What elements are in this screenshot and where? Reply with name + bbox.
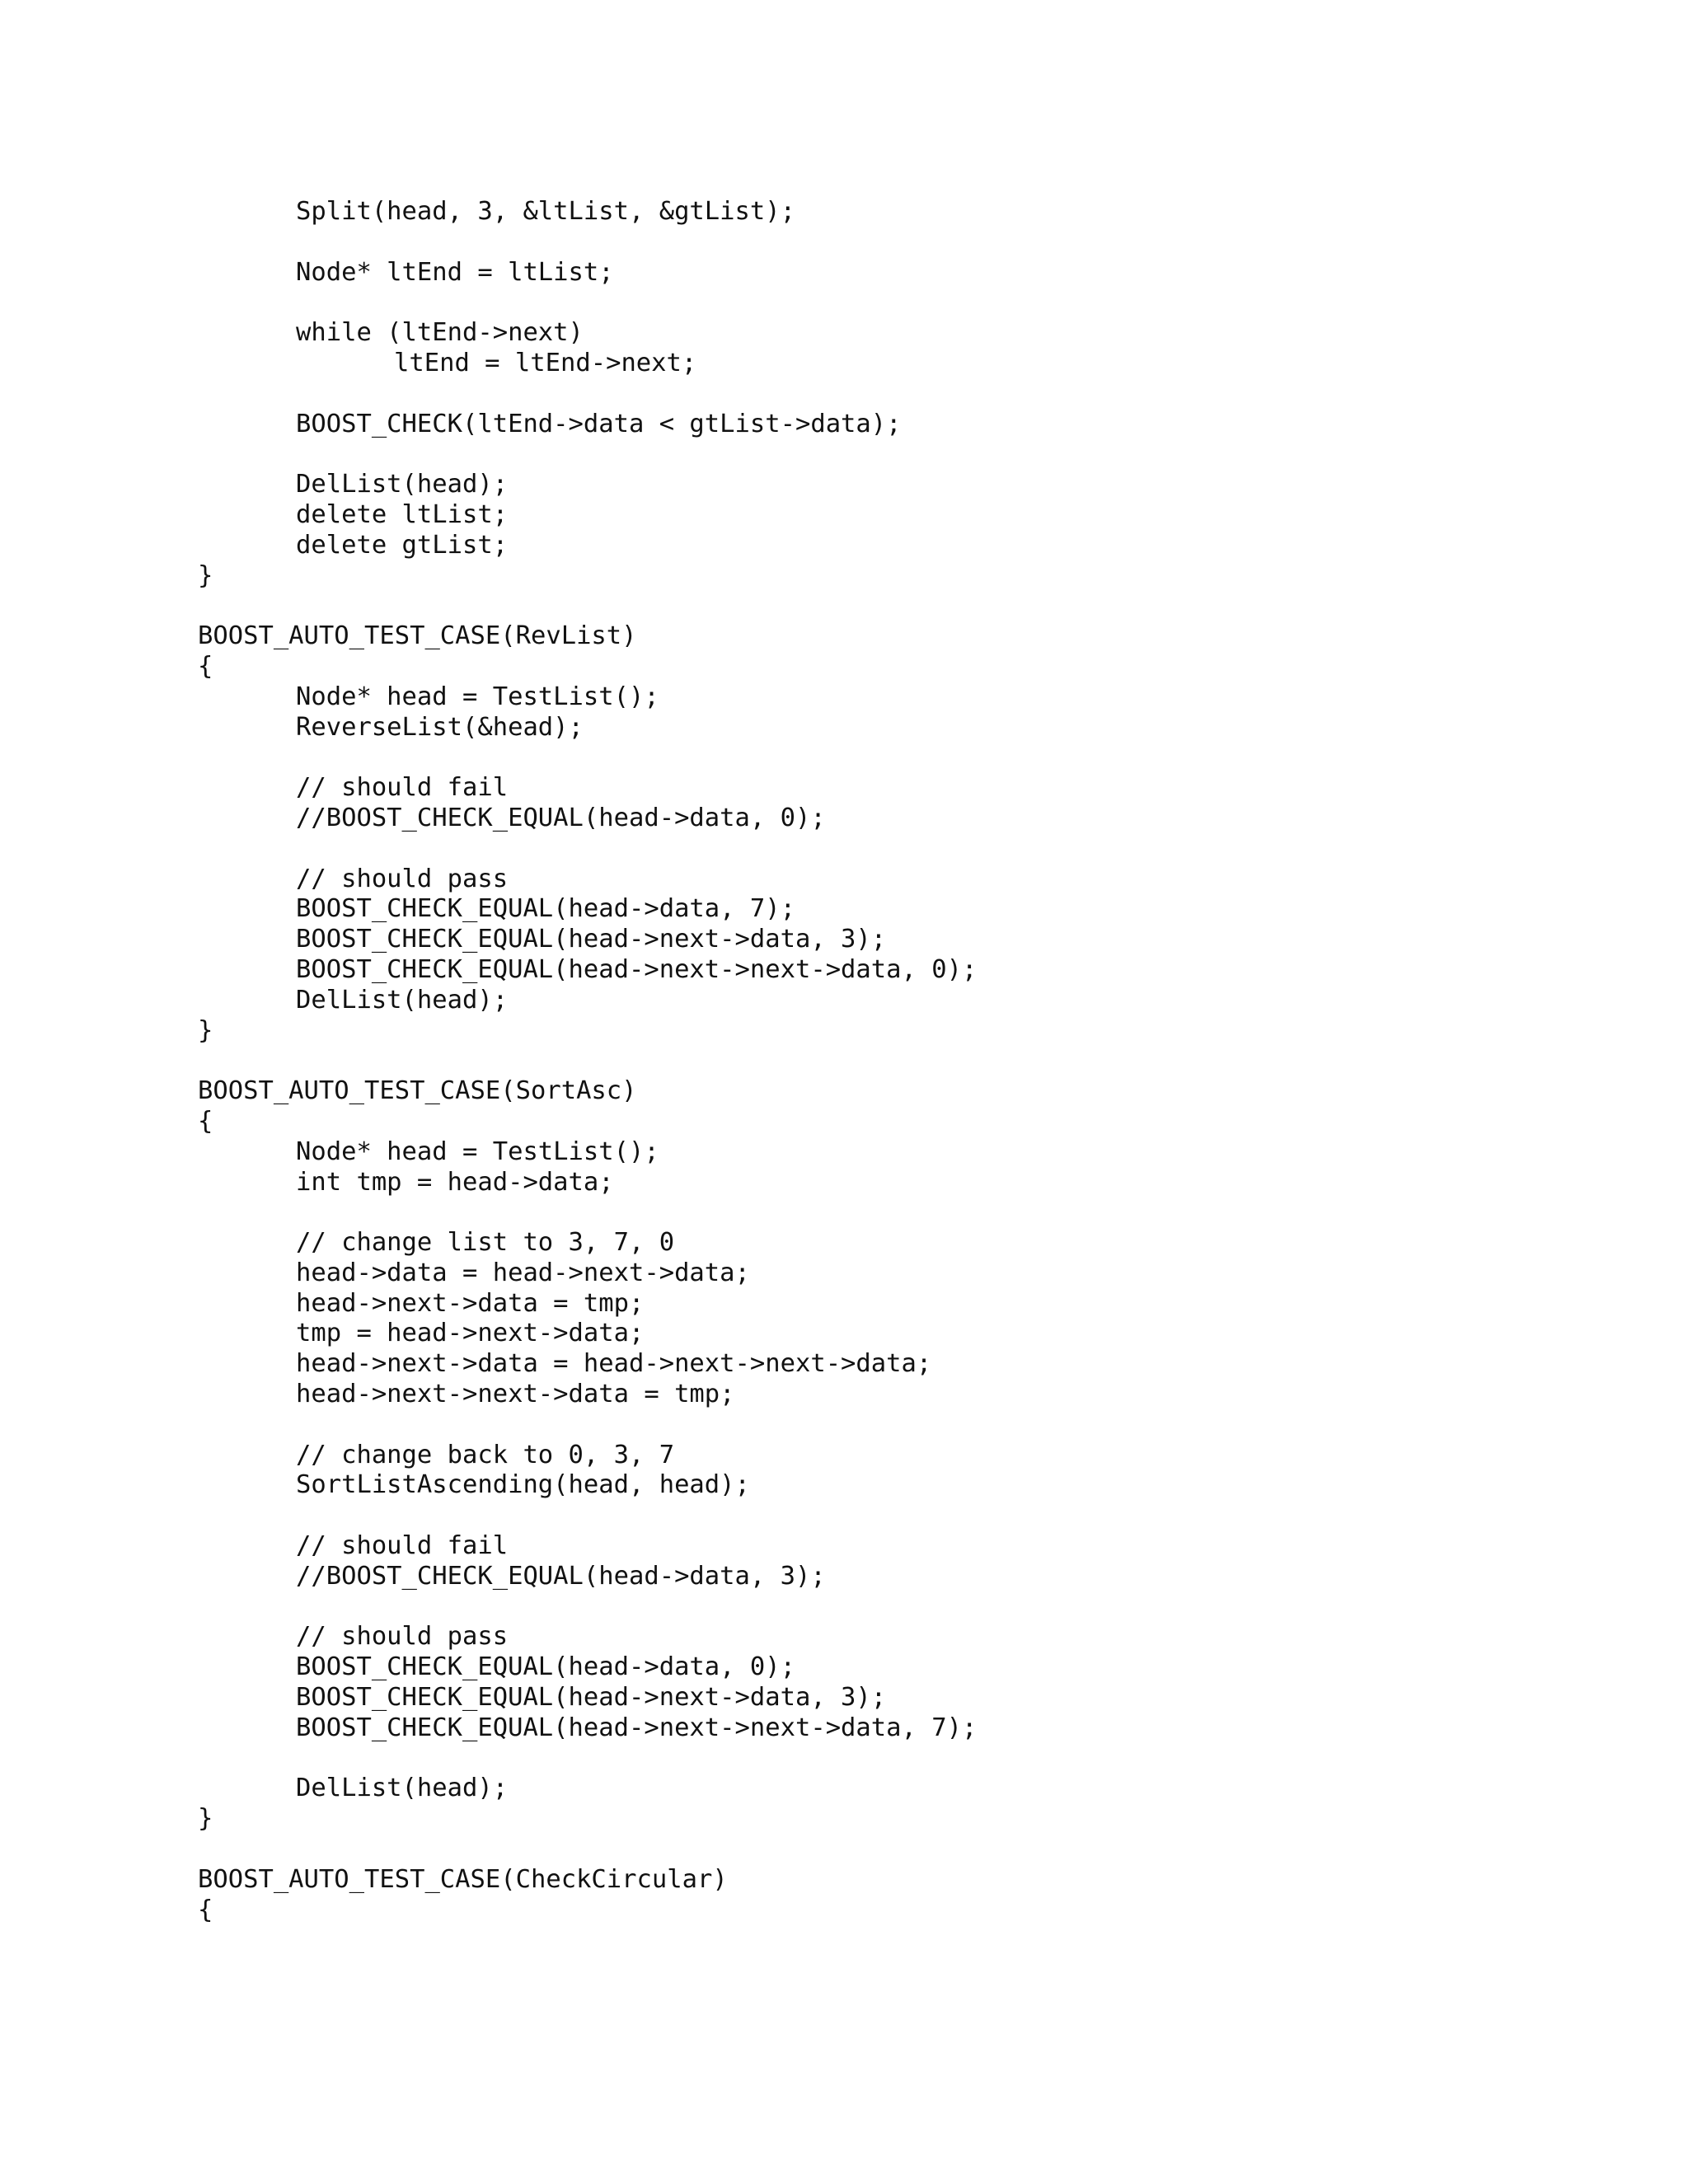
code-line: // should pass <box>296 1622 509 1652</box>
code-line: { <box>198 1895 213 1924</box>
code-line: DelList(head); <box>296 1774 509 1803</box>
code-line: //BOOST_CHECK_EQUAL(head->data, 3); <box>296 1561 826 1591</box>
blank-line <box>198 1835 977 1865</box>
code-line: // change back to 0, 3, 7 <box>296 1440 675 1469</box>
code-line: head->next->next->data = tmp; <box>296 1380 735 1409</box>
code-line: } <box>198 1804 213 1834</box>
code-line: Split(head, 3, &ltList, &gtList); <box>296 197 795 226</box>
code-line: Node* head = TestList(); <box>296 682 659 711</box>
blank-line <box>198 379 977 410</box>
code-line: SortListAscending(head, head); <box>296 1470 750 1500</box>
code-line: BOOST_CHECK_EQUAL(head->next->next->data, 7); <box>296 1713 978 1742</box>
code-line: DelList(head); <box>296 985 509 1015</box>
blank-line <box>198 1410 977 1441</box>
blank-line <box>198 834 977 865</box>
code-line: // should pass <box>296 864 509 893</box>
code-line: BOOST_AUTO_TEST_CASE(RevList) <box>198 621 637 651</box>
code-line: int tmp = head->data; <box>296 1167 614 1197</box>
blank-line <box>198 1744 977 1774</box>
code-line: BOOST_CHECK_EQUAL(head->next->data, 3); <box>296 1683 887 1713</box>
code-line: // should fail <box>296 773 509 803</box>
code-listing <box>198 197 977 1925</box>
blank-line <box>198 227 977 258</box>
code-line: head->next->data = head->next->next->data; <box>296 1349 932 1379</box>
code-line: { <box>198 651 213 681</box>
code-line: { <box>198 1106 213 1136</box>
code-line: DelList(head); <box>296 470 509 499</box>
code-line: BOOST_CHECK_EQUAL(head->data, 7); <box>296 894 795 924</box>
blank-line <box>198 288 977 318</box>
code-line: head->data = head->next->data; <box>296 1258 750 1287</box>
code-line: while (ltEnd->next) <box>296 318 584 348</box>
blank-line <box>198 1197 977 1228</box>
code-line: BOOST_AUTO_TEST_CASE(CheckCircular) <box>198 1864 728 1894</box>
code-line: ReverseList(&head); <box>296 712 584 742</box>
code-line: } <box>198 1015 213 1045</box>
blank-line <box>198 1046 977 1076</box>
blank-line <box>198 1592 977 1623</box>
code-line: delete ltList; <box>296 499 509 529</box>
code-line: //BOOST_CHECK_EQUAL(head->data, 0); <box>296 803 826 832</box>
blank-line <box>198 1501 977 1531</box>
code-line: delete gtList; <box>296 530 509 560</box>
code-line: BOOST_CHECK_EQUAL(head->next->data, 3); <box>296 925 887 954</box>
code-line: Node* head = TestList(); <box>296 1137 659 1166</box>
code-line: tmp = head->next->data; <box>296 1319 645 1348</box>
code-line: } <box>198 560 213 590</box>
code-line: BOOST_CHECK_EQUAL(head->next->next->data, 0); <box>296 954 978 984</box>
code-line: BOOST_CHECK(ltEnd->data < gtList->data); <box>296 409 902 438</box>
code-line: ltEnd = ltEnd->next; <box>394 348 697 377</box>
blank-line <box>198 591 977 621</box>
code-line: head->next->data = tmp; <box>296 1288 645 1318</box>
blank-line <box>198 439 977 470</box>
code-line: // change list to 3, 7, 0 <box>296 1228 675 1258</box>
code-line: Node* ltEnd = ltList; <box>296 257 614 287</box>
blank-line <box>198 743 977 773</box>
code-line: // should fail <box>296 1531 509 1561</box>
code-line: BOOST_AUTO_TEST_CASE(SortAsc) <box>198 1076 637 1106</box>
code-line: BOOST_CHECK_EQUAL(head->data, 0); <box>296 1652 795 1682</box>
